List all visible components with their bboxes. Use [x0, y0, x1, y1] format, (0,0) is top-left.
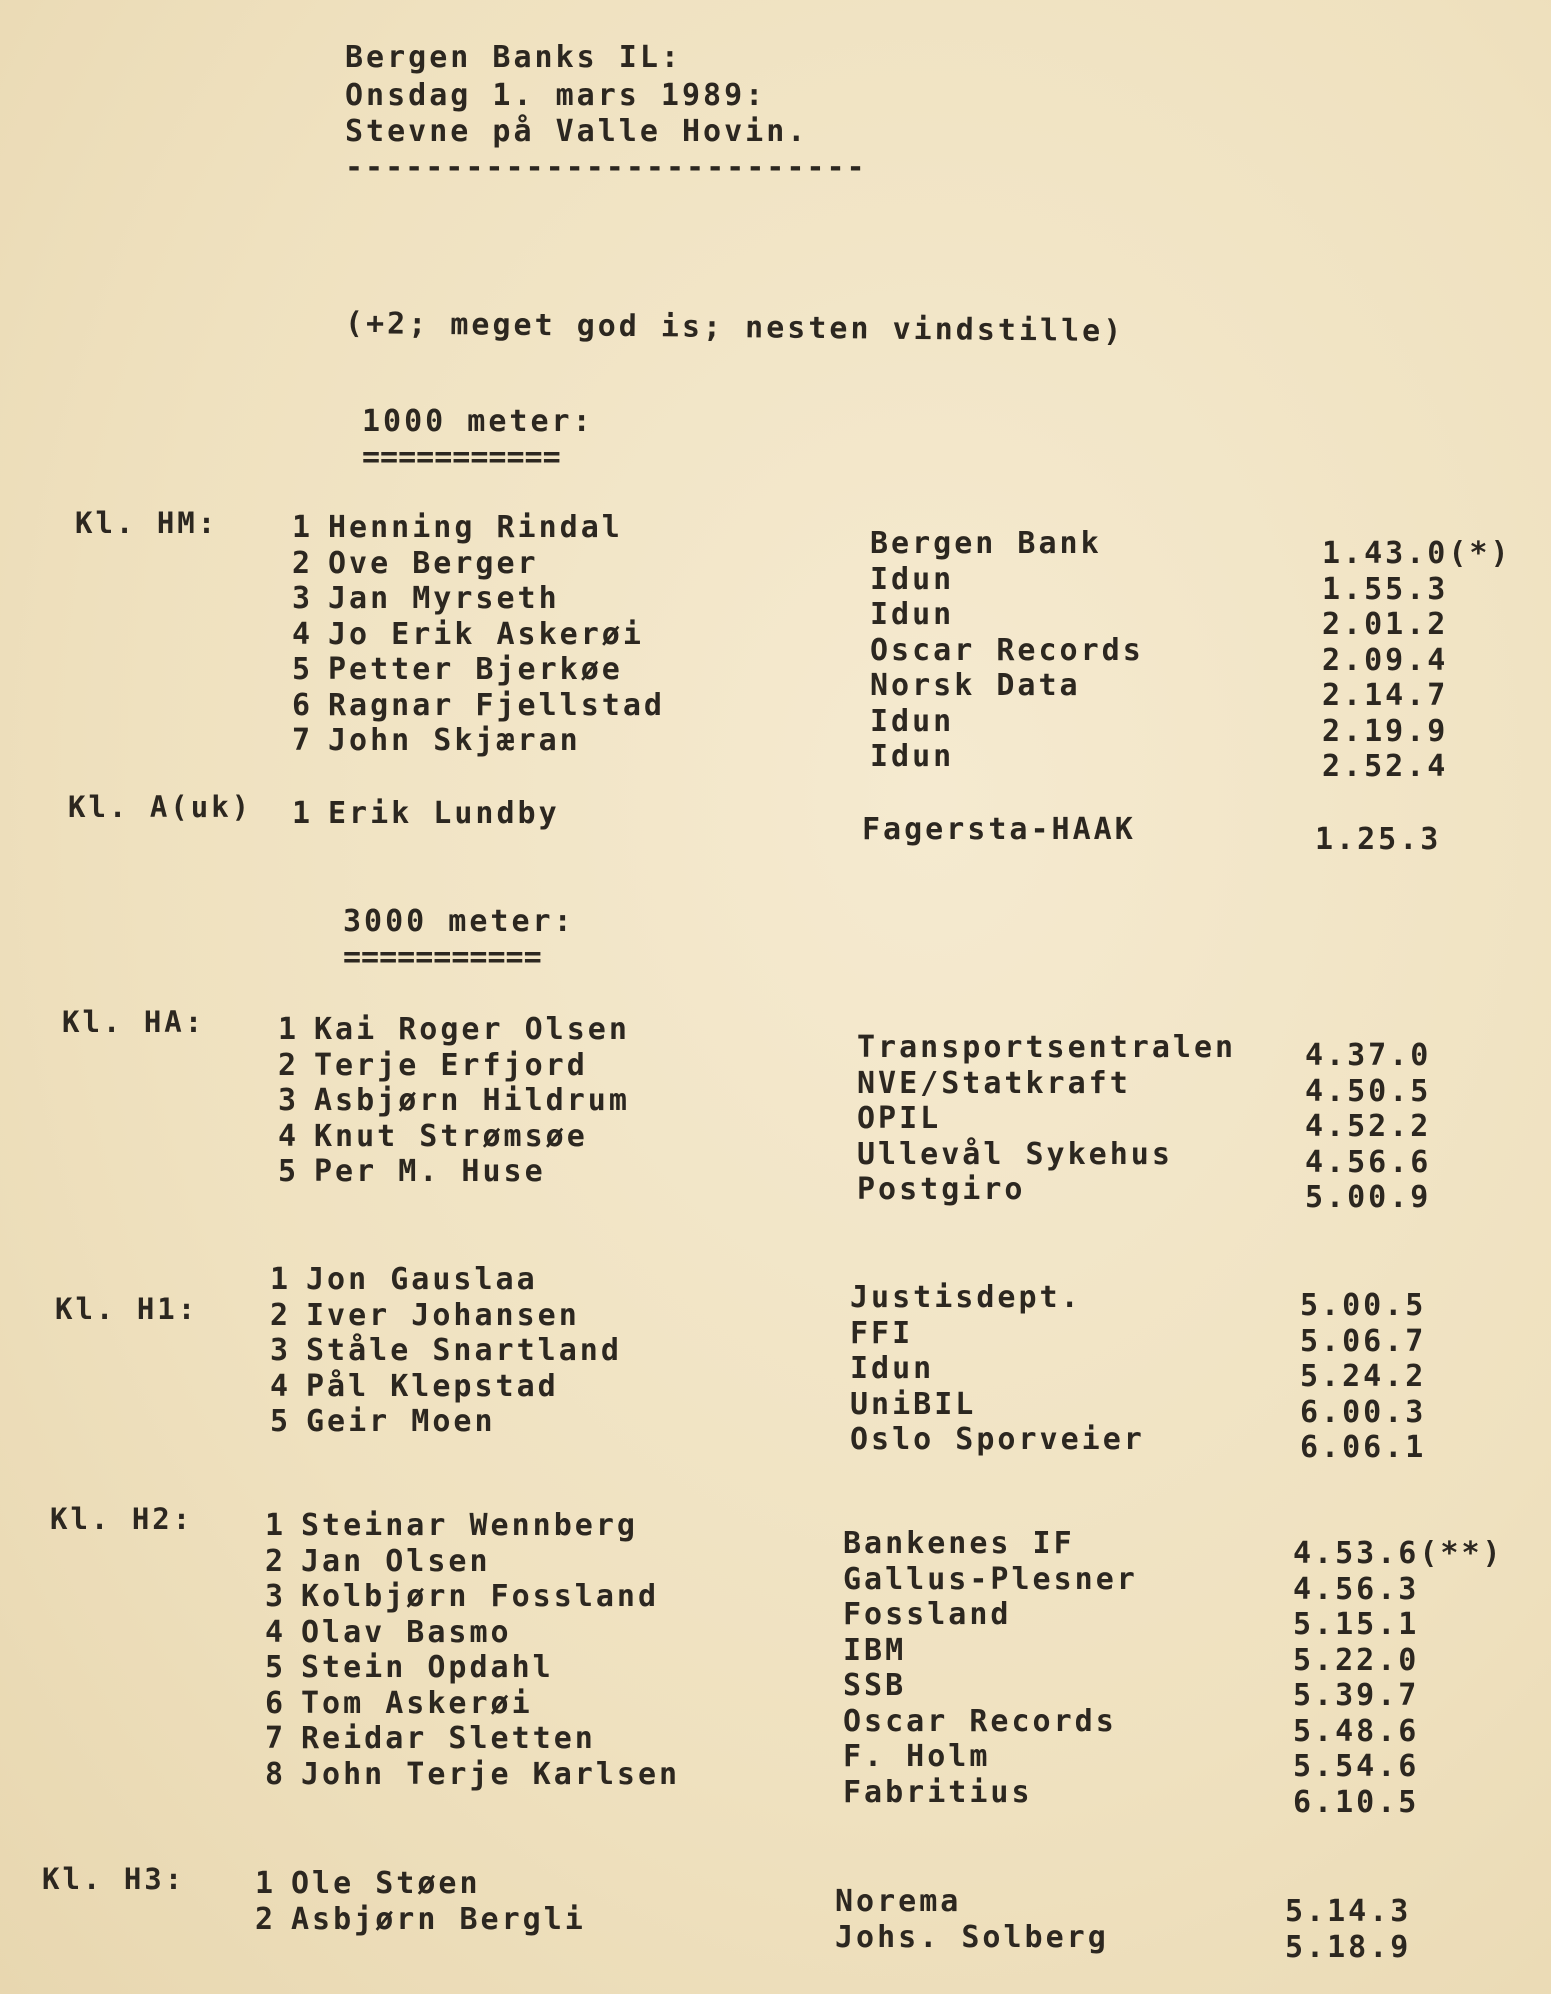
athlete-club: Fabritius: [843, 1774, 1033, 1810]
result-position: 2: [265, 1543, 287, 1579]
club-title: Bergen Banks IL:: [345, 40, 682, 75]
athlete-name: Ragnar Fjellstad: [328, 687, 665, 723]
section-3000-rule: ===========: [343, 940, 542, 975]
result-time: 6.10.5: [1293, 1784, 1420, 1820]
athlete-name: Asbjørn Hildrum: [314, 1083, 630, 1118]
athlete-club: NVE/Statkraft: [857, 1065, 1131, 1101]
athlete-name: Jo Erik Askerøi: [328, 616, 644, 652]
athlete-club: Bankenes IF: [843, 1526, 1075, 1561]
athlete-name: John Skjæran: [328, 723, 581, 758]
class-label-h1: Kl. H1:: [55, 1292, 199, 1326]
result-time: 5.00.9: [1305, 1180, 1432, 1215]
result-athlete: [265, 1757, 680, 1792]
athlete-name: Petter Bjerkøe: [328, 652, 623, 687]
result-time: 1.43.0(*): [1322, 536, 1512, 571]
result-position: 1: [292, 796, 314, 831]
class-label-hm: Kl. HM:: [75, 506, 219, 540]
result-athlete: [265, 1508, 638, 1543]
result-position: 1: [270, 1262, 292, 1297]
result-athlete: [278, 1012, 630, 1047]
athlete-name: John Terje Karlsen: [301, 1756, 681, 1792]
result-athlete: [265, 1686, 533, 1721]
athlete-club: IBM: [843, 1632, 907, 1668]
athlete-club: UniBIL: [850, 1386, 977, 1422]
result-time: 1.55.3: [1322, 571, 1449, 607]
conditions-note: (+2; meget god is; nesten vindstille): [344, 306, 1125, 350]
athlete-club: Idun: [850, 1351, 935, 1386]
result-time: 6.06.1: [1300, 1430, 1427, 1465]
result-position: 2: [292, 545, 314, 581]
result-time: 2.14.7: [1322, 678, 1449, 713]
result-position: 3: [265, 1579, 287, 1614]
result-athlete: [278, 1154, 546, 1189]
result-time: 4.53.6(**): [1293, 1536, 1504, 1571]
result-time: 5.22.0: [1293, 1642, 1420, 1678]
athlete-club: F. Holm: [843, 1739, 991, 1774]
event-date: Onsdag 1. mars 1989:: [345, 78, 767, 113]
result-time: 2.01.2: [1322, 607, 1449, 642]
athlete-club: Postgiro: [857, 1172, 1026, 1207]
result-athlete: [265, 1650, 554, 1685]
athlete-club: Fagersta-HAAK: [862, 812, 1136, 847]
athlete-club: SSB: [843, 1668, 907, 1703]
result-position: 5: [292, 652, 314, 687]
athlete-name: Reidar Sletten: [301, 1721, 596, 1756]
result-position: 4: [270, 1368, 292, 1404]
athlete-name: Per M. Huse: [314, 1154, 546, 1189]
athlete-name: Iver Johansen: [306, 1297, 580, 1333]
athlete-club: Idun: [870, 739, 955, 774]
result-time: 4.56.6: [1305, 1144, 1432, 1180]
athlete-club: OPIL: [857, 1101, 942, 1136]
result-position: 4: [292, 616, 314, 652]
result-athlete: [270, 1404, 496, 1439]
result-position: 8: [265, 1756, 287, 1792]
result-athlete: [278, 1083, 630, 1118]
result-position: 5: [270, 1404, 292, 1439]
result-athlete: [292, 617, 644, 652]
result-position: 2: [270, 1297, 292, 1333]
athlete-club: Johs. Solberg: [835, 1919, 1109, 1955]
result-athlete: [270, 1333, 622, 1368]
result-position: 3: [278, 1083, 300, 1118]
result-position: 3: [270, 1333, 292, 1368]
result-time: 5.06.7: [1300, 1323, 1427, 1359]
result-time: 2.52.4: [1322, 749, 1449, 784]
athlete-name: Ståle Snartland: [306, 1333, 622, 1368]
result-time: 5.39.7: [1293, 1678, 1420, 1713]
athlete-club: Oslo Sporveier: [850, 1422, 1145, 1457]
result-time: 5.48.6: [1293, 1713, 1420, 1749]
result-athlete: [270, 1262, 538, 1297]
result-time: 6.00.3: [1300, 1394, 1427, 1430]
result-time: 5.00.5: [1300, 1288, 1427, 1323]
result-position: 1: [255, 1866, 277, 1901]
athlete-name: Henning Rindal: [328, 510, 623, 545]
athlete-club: Idun: [870, 561, 955, 597]
result-position: 1: [265, 1508, 287, 1543]
result-athlete: [292, 510, 623, 545]
result-position: 5: [278, 1154, 300, 1189]
class-label-h3: Kl. H3:: [42, 1862, 186, 1896]
athlete-name: Jon Gauslaa: [306, 1262, 538, 1297]
athlete-name: Kai Roger Olsen: [314, 1012, 630, 1047]
athlete-club: Norema: [835, 1884, 962, 1919]
result-athlete: [292, 796, 560, 831]
header-rule: --------------------------: [345, 150, 867, 185]
athlete-name: Jan Olsen: [301, 1543, 491, 1579]
result-athlete: [265, 1579, 659, 1614]
result-time: 5.24.2: [1300, 1359, 1427, 1394]
result-position: 4: [265, 1614, 287, 1650]
athlete-club: Bergen Bank: [870, 526, 1102, 561]
result-position: 1: [278, 1012, 300, 1047]
athlete-name: Ove Berger: [328, 545, 539, 581]
athlete-club: Justisdept.: [850, 1280, 1082, 1315]
result-time: 1.25.3: [1315, 822, 1442, 857]
athlete-club: Gallus-Plesner: [843, 1561, 1138, 1597]
result-time: 5.15.1: [1293, 1607, 1420, 1642]
result-time: 4.52.2: [1305, 1109, 1432, 1144]
section-1000-rule: ===========: [362, 440, 561, 475]
result-time: 2.19.9: [1322, 713, 1449, 749]
result-time: 2.09.4: [1322, 642, 1449, 678]
athlete-name: Geir Moen: [306, 1404, 496, 1439]
result-position: 7: [265, 1721, 287, 1756]
athlete-club: Idun: [870, 597, 955, 632]
result-athlete: [265, 1721, 596, 1756]
athlete-name: Terje Erfjord: [314, 1047, 588, 1083]
athlete-club: Oscar Records: [870, 632, 1144, 668]
result-position: 6: [265, 1685, 287, 1721]
result-athlete: [292, 581, 560, 616]
result-time: 4.37.0: [1305, 1038, 1432, 1073]
section-1000-title: 1000 meter:: [362, 404, 594, 439]
athlete-name: Stein Opdahl: [301, 1650, 554, 1685]
section-3000-title: 3000 meter:: [343, 904, 575, 939]
athlete-club: Fossland: [843, 1597, 1012, 1632]
athlete-club: Idun: [870, 703, 955, 739]
result-position: 5: [265, 1650, 287, 1685]
result-time: 5.14.3: [1285, 1894, 1412, 1929]
result-athlete: [292, 546, 539, 581]
result-time: 5.54.6: [1293, 1749, 1420, 1784]
result-athlete: [292, 723, 581, 758]
result-position: 2: [255, 1901, 277, 1937]
athlete-name: Tom Askerøi: [301, 1685, 533, 1721]
result-position: 1: [292, 510, 314, 545]
result-time: 5.18.9: [1285, 1929, 1412, 1965]
result-athlete: [278, 1119, 588, 1154]
athlete-name: Kolbjørn Fossland: [301, 1579, 660, 1614]
athlete-name: Erik Lundby: [328, 796, 560, 831]
athlete-club: Ullevål Sykehus: [857, 1136, 1173, 1172]
class-label-a-uk: Kl. A(uk): [68, 790, 253, 824]
result-position: 6: [292, 687, 314, 723]
athlete-name: Knut Strømsøe: [314, 1118, 588, 1154]
result-position: 3: [292, 581, 314, 616]
result-athlete: [255, 1902, 586, 1937]
athlete-club: Oscar Records: [843, 1703, 1117, 1739]
result-athlete: [292, 688, 665, 723]
result-athlete: [255, 1866, 481, 1901]
athlete-name: Ole Støen: [291, 1866, 481, 1901]
athlete-club: Transportsentralen: [857, 1030, 1237, 1065]
result-athlete: [278, 1048, 588, 1083]
result-athlete: [270, 1298, 580, 1333]
result-time: 4.50.5: [1305, 1073, 1432, 1109]
event-venue: Stevne på Valle Hovin.: [345, 114, 809, 149]
result-position: 4: [278, 1118, 300, 1154]
result-athlete: [270, 1369, 559, 1404]
athlete-name: Olav Basmo: [301, 1614, 512, 1650]
athlete-club: Norsk Data: [870, 668, 1081, 703]
result-athlete: [292, 652, 623, 687]
result-athlete: [265, 1544, 491, 1579]
result-position: 2: [278, 1047, 300, 1083]
athlete-name: Steinar Wennberg: [301, 1508, 638, 1543]
athlete-club: FFI: [850, 1315, 914, 1351]
athlete-name: Jan Myrseth: [328, 581, 560, 616]
result-time: 4.56.3: [1293, 1571, 1420, 1607]
athlete-name: Pål Klepstad: [306, 1368, 559, 1404]
result-position: 7: [292, 723, 314, 758]
class-label-h2: Kl. H2:: [50, 1502, 194, 1536]
class-label-ha: Kl. HA:: [62, 1005, 206, 1039]
athlete-name: Asbjørn Bergli: [291, 1901, 586, 1937]
result-athlete: [265, 1615, 512, 1650]
